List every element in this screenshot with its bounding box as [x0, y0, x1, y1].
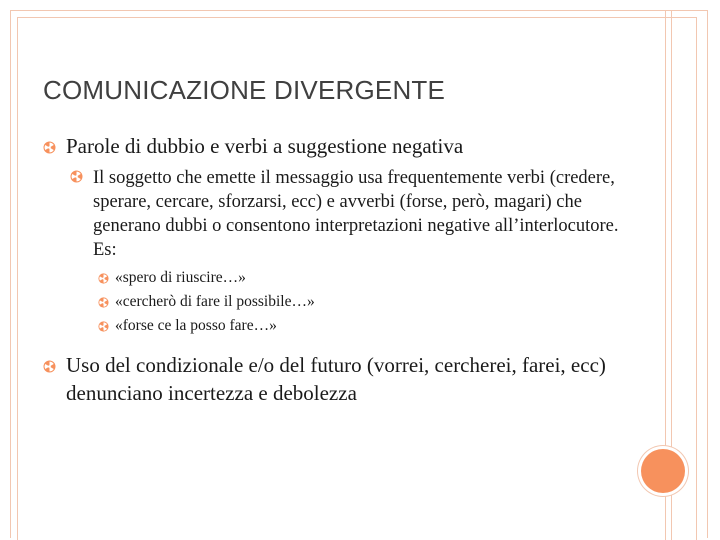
- slide-title: COMUNICAZIONE DIVERGENTE: [43, 75, 446, 105]
- bullet-item-level3: «forse ce la posso fare…»: [115, 317, 277, 334]
- decorative-circle: [641, 449, 685, 493]
- bullet-item-level3: «cercherò di fare il possibile…»: [115, 293, 315, 310]
- bullet-item-level2: Il soggetto che emette il messaggio usa frequentemente verbi (credere, sperare, cercare, sforzarsi, ecc) e avverbi (forse, però, magari) che generano dubbi o consentono interpretazioni negative all’interlocutore. Es:: [93, 168, 619, 260]
- radiation-sun-icon: [70, 170, 83, 183]
- radiation-sun-icon: [43, 360, 56, 373]
- radiation-sun-icon: [98, 297, 109, 308]
- bullet-item-level1: Uso del condizionale e/o del futuro (vorrei, cercherei, farei, ecc) denunciano incertezza e debolezza: [66, 353, 606, 405]
- radiation-sun-icon: [43, 141, 56, 154]
- radiation-sun-icon: [98, 273, 109, 284]
- bullet-item-level3: «spero di riuscire…»: [115, 269, 246, 286]
- bullet-item-level1: Parole di dubbio e verbi a suggestione negativa: [66, 134, 464, 158]
- radiation-sun-icon: [98, 321, 109, 332]
